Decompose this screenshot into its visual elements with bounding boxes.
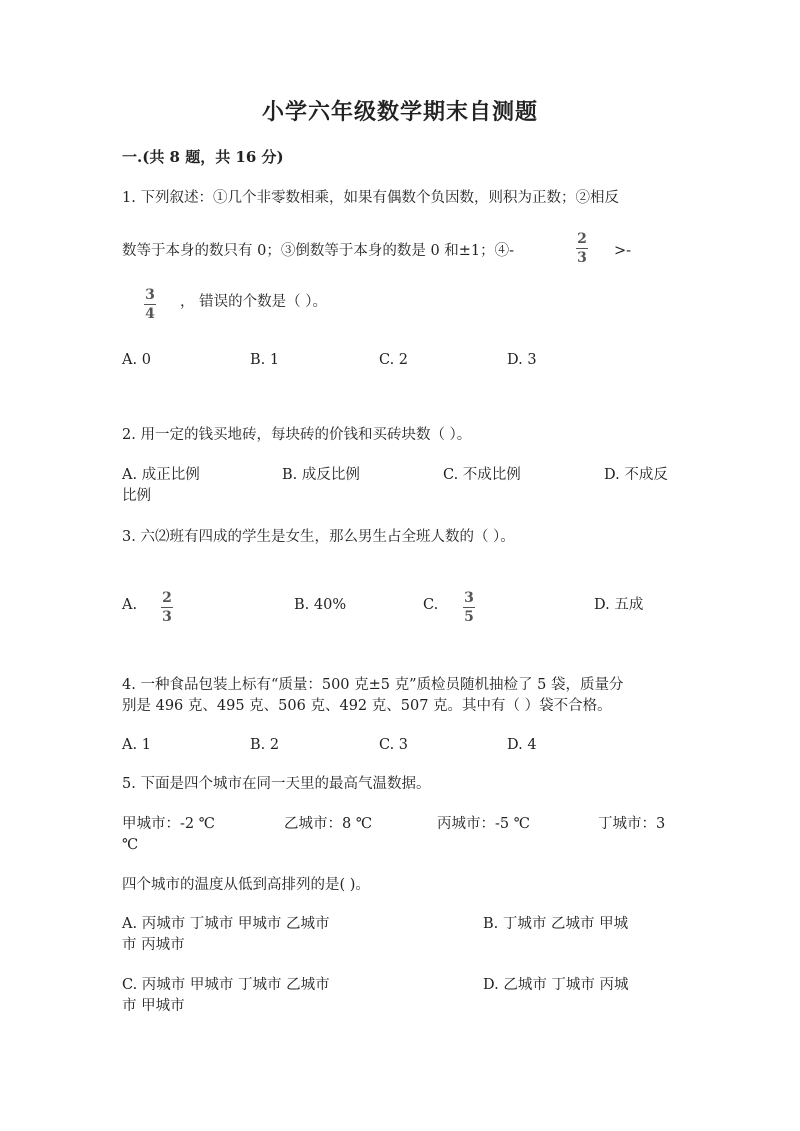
q5-city-jia: 甲城市：-2 ℃ [122, 816, 215, 832]
q4-option-d: D. 4 [507, 737, 537, 753]
q5-city-yi: 乙城市：8 ℃ [284, 816, 373, 832]
q1-option-b: B. 1 [250, 352, 280, 368]
q2-option-c: C. 不成比例 [443, 467, 521, 483]
q4-option-b: B. 2 [250, 737, 280, 753]
q5-option-c: C. 丙城市 甲城市 丁城市 乙城市 [122, 977, 330, 993]
q2-option-b: B. 成反比例 [282, 467, 360, 483]
q5-option-d: D. 乙城市 丁城市 丙城 [483, 977, 629, 993]
q1-option-a: A. 0 [122, 352, 151, 368]
fraction-numerator: 3 [145, 287, 155, 303]
fraction-denominator: 3 [162, 609, 172, 625]
q5-option-b: B. 丁城市 乙城市 甲城 [483, 916, 629, 932]
q1-fraction-three-quarters [142, 287, 158, 322]
fraction-bar [144, 304, 156, 305]
q3-option-c-label: C. [423, 597, 439, 613]
q5-question: 四个城市的温度从低到高排列的是( )。 [122, 877, 370, 893]
q4-line-1: 4. 一种食品包装上标有“质量：500 克±5 克”质检员随机抽检了 5 袋，质量分 [122, 677, 624, 693]
fraction-numerator: 2 [162, 590, 172, 606]
q5-stem: 5. 下面是四个城市在同一天里的最高气温数据。 [122, 776, 431, 792]
q5-option-d-wrap: 市 甲城市 [122, 998, 185, 1014]
fraction-denominator: 5 [464, 609, 474, 625]
q2-option-d: D. 不成反 [604, 467, 668, 483]
fraction-numerator: 2 [577, 231, 587, 247]
q2-option-d-wrap: 比例 [122, 488, 151, 504]
q3-option-d: D. 五成 [594, 597, 644, 613]
q2-option-a: A. 成正比例 [122, 467, 200, 483]
q1-line-3: ， 错误的个数是（ ）。 [180, 294, 327, 310]
fraction-denominator: 3 [577, 250, 587, 266]
q4-option-c: C. 3 [379, 737, 409, 753]
q1-option-d: D. 3 [507, 352, 537, 368]
fraction-bar [576, 248, 588, 249]
q1-fraction-two-thirds [574, 231, 590, 266]
fraction-numerator: 3 [464, 590, 474, 606]
fraction-bar [161, 607, 173, 608]
page-title: 小学六年级数学期末自测题 [261, 99, 538, 125]
q5-option-a: A. 丙城市 丁城市 甲城市 乙城市 [122, 916, 330, 932]
q3-option-b: B. 40% [294, 597, 347, 613]
q4-line-2: 别是 496 克、495 克、506 克、492 克、507 克。其中有（ ）袋不合格。 [122, 698, 612, 714]
q3-fraction-three-fifths [461, 590, 477, 625]
q5-city-bing: 丙城市：-5 ℃ [437, 816, 530, 832]
section-heading: 一.(共 8 题，共 16 分) [122, 148, 284, 166]
q4-option-a: A. 1 [122, 737, 151, 753]
q1-option-c: C. 2 [379, 352, 409, 368]
q2-stem: 2. 用一定的钱买地砖，每块砖的价钱和买砖块数（ ）。 [122, 427, 472, 443]
q1-greater-than: >- [614, 243, 632, 259]
q5-city-ding-wrap: ℃ [122, 837, 139, 853]
q1-line-1: 1. 下列叙述：①几个非零数相乘，如果有偶数个负因数，则积为正数；②相反 [122, 190, 619, 206]
fraction-denominator: 4 [145, 306, 155, 322]
q3-fraction-two-thirds [159, 590, 175, 625]
q1-line-2: 数等于本身的数只有 0；③倒数等于本身的数是 0 和±1；④- [122, 243, 515, 259]
q5-option-b-wrap: 市 丙城市 [122, 937, 185, 953]
q3-stem: 3. 六⑵班有四成的学生是女生，那么男生占全班人数的（ ）。 [122, 529, 515, 545]
fraction-bar [463, 607, 475, 608]
q3-option-a-label: A. [122, 597, 138, 613]
q5-city-ding: 丁城市：3 [598, 816, 666, 832]
